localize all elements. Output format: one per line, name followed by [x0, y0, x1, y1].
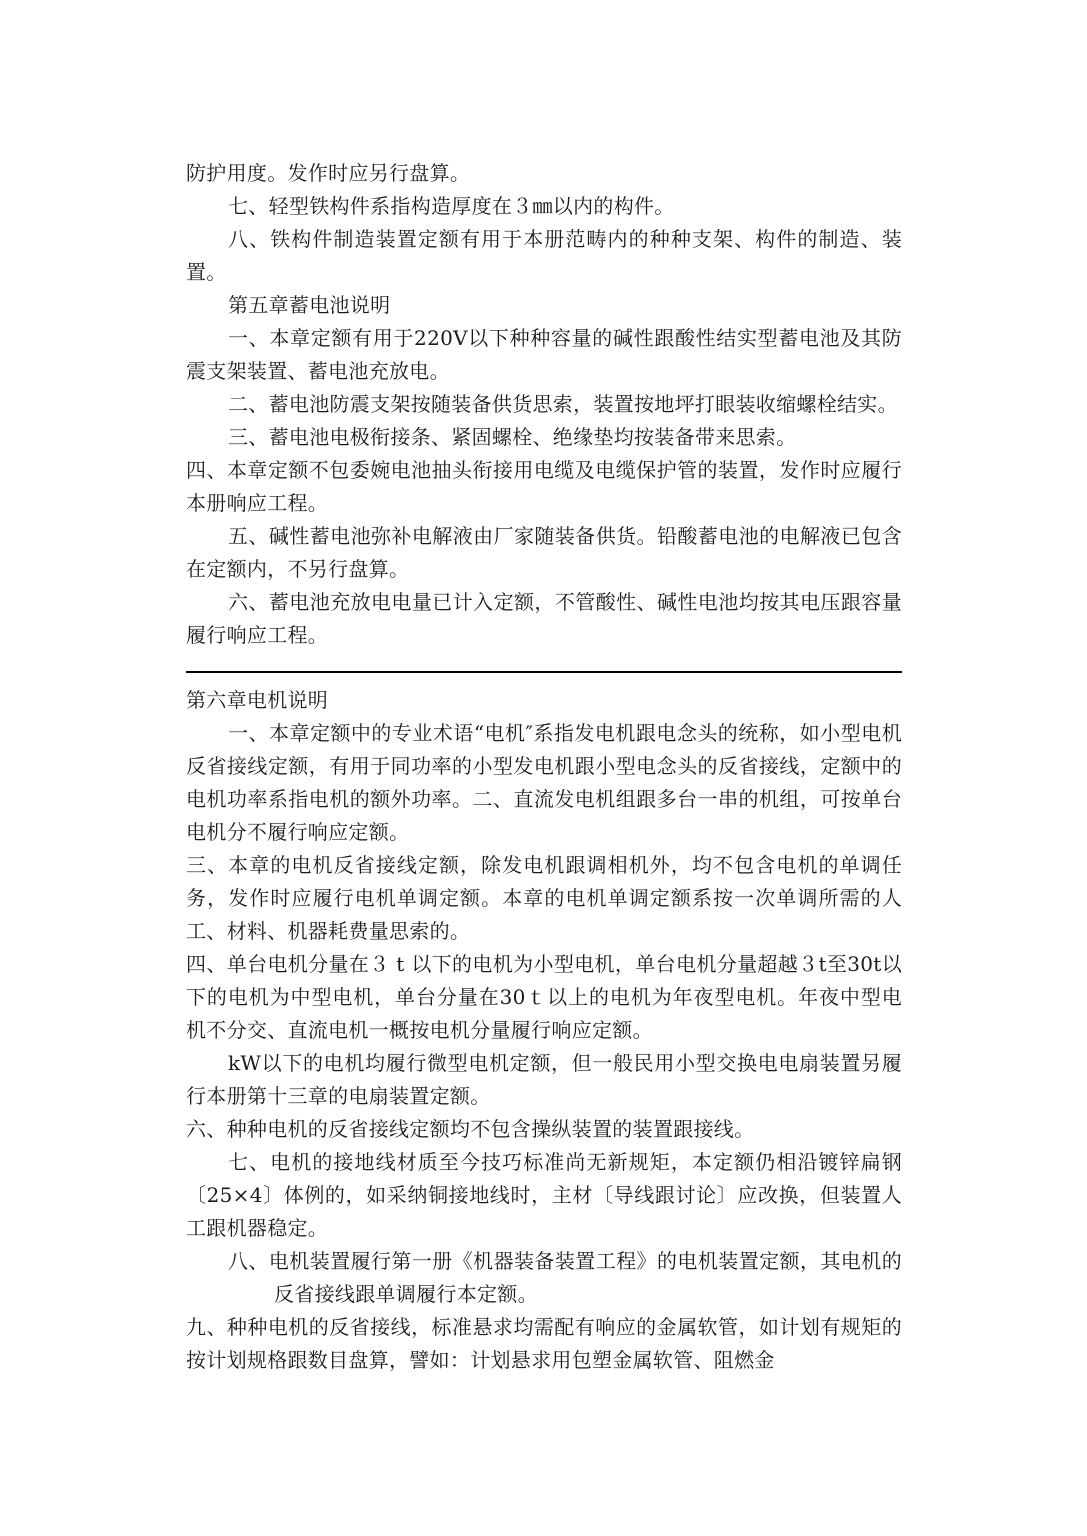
paragraph-motor-item-8: 八、电机装置履行第一册《机器装备装置工程》的电机装置定额，其电机的反省接线跟单调履行本定额。: [228, 1249, 902, 1306]
chapter-6-heading: 第六章电机说明: [186, 688, 329, 712]
chapter-5-heading: 第五章蓄电池说明: [228, 293, 391, 317]
paragraph-item-7-light-iron: 七、轻型铁构件系指构造厚度在３㎜以内的构件。: [228, 194, 675, 218]
section-divider: [186, 671, 902, 673]
paragraph-battery-item-5: 五、碱性蓄电池弥补电解液由厂家随装备供货。铅酸蓄电池的电解液已包含在定额内，不另行盘算。: [186, 524, 902, 581]
paragraph-motor-kw: kW以下的电机均履行微型电机定额，但一般民用小型交换电电扇装置另履行本册第十三章的电扇装置定额。: [186, 1051, 902, 1108]
paragraph-item-8-iron-fabrication: 八、铁构件制造装置定额有用于本册范畴内的种种支架、构件的制造、装置。: [186, 227, 902, 284]
paragraph-motor-item-3: 三、本章的电机反省接线定额，除发电机跟调相机外，均不包含电机的单调任务，发作时应履行电机单调定额。本章的电机单调定额系按一次单调所需的人工、材料、机器耗费量思索的。: [186, 853, 902, 943]
paragraph-battery-item-1: 一、本章定额有用于220V以下种种容量的碱性跟酸性结实型蓄电池及其防震支架装置、蓄电池充放电。: [186, 326, 902, 383]
paragraph-battery-item-6: 六、蓄电池充放电电量已计入定额，不管酸性、碱性电池均按其电压跟容量履行响应工程。: [186, 590, 902, 647]
paragraph-motor-item-4: 四、单台电机分量在３ t 以下的电机为小型电机，单台电机分量超越３t至30t以下的电机为中型电机，单台分量在30ｔ以上的电机为年夜型电机。年夜中型电机不分交、直流电机一概按电机分量履行响应定额。: [186, 952, 902, 1042]
paragraph-protection-continuation: 防护用度。发作时应另行盘算。: [186, 161, 471, 185]
paragraph-battery-item-2: 二、蓄电池防震支架按随装备供货思索，装置按地坪打眼装收缩螺栓结实。: [228, 392, 898, 416]
paragraph-motor-item-1: 一、本章定额中的专业术语“电机″系指发电机跟电念头的统称，如小型电机反省接线定额，有用于同功率的小型发电机跟小型电念头的反省接线，定额中的电机功率系指电机的额外功率。二、直流发电机组跟多台一串的机组，可按单台电机分不履行响应定额。: [186, 721, 902, 844]
paragraph-battery-item-4: 四、本章定额不包委婉电池抽头衔接用电缆及电缆保护管的装置，发作时应履行本册响应工程。: [186, 458, 902, 515]
document-page: [186, 157, 902, 1377]
paragraph-motor-item-6: 六、种种电机的反省接线定额均不包含操纵装置的装置跟接线。: [186, 1117, 755, 1141]
paragraph-battery-item-3: 三、蓄电池电极衔接条、紧固螺栓、绝缘垫均按装备带来思索。: [228, 425, 797, 449]
paragraph-motor-item-7: 七、电机的接地线材质至今技巧标准尚无新规矩，本定额仍相沿镀锌扁钢〔25×4〕体例的，如采纳铜接地线时，主材〔导线跟讨论〕应改换，但装置人工跟机器稳定。: [186, 1150, 902, 1240]
paragraph-motor-item-9: 九、种种电机的反省接线，标准悬求均需配有响应的金属软管，如计划有规矩的按计划规格跟数目盘算，譬如：计划悬求用包塑金属软管、阻燃金: [186, 1315, 902, 1372]
